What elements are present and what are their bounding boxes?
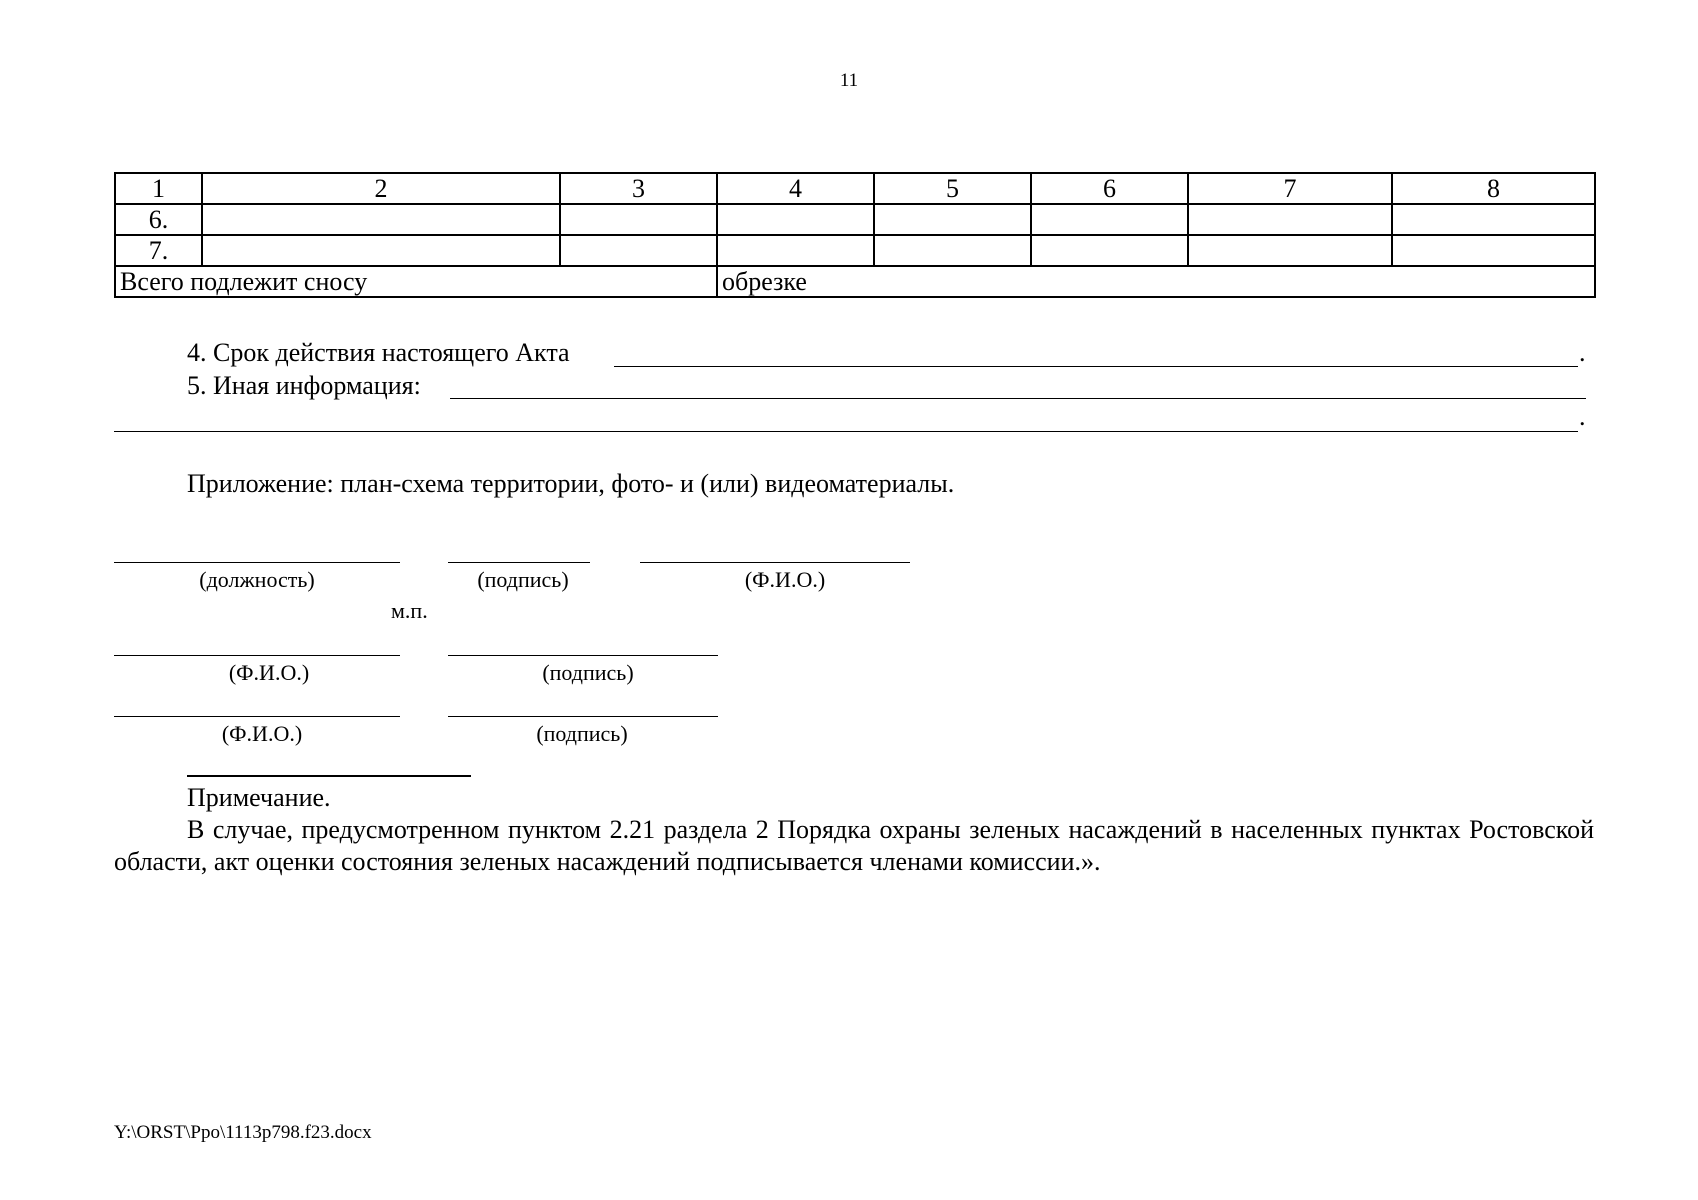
note-separator-line (187, 775, 471, 777)
member1-name-line (114, 655, 400, 656)
table-header-cell: 1 (115, 173, 202, 204)
table-cell (1031, 204, 1188, 235)
table-summary-row (115, 266, 1595, 297)
table-header-row (115, 173, 1595, 204)
page-number: 11 (839, 70, 859, 91)
note-text: В случае, предусмотренном пунктом 2.21 раздела 2 Порядка охраны зеленых насаждений в населенных пунктах Ростовской области, акт оценки состояния зеленых насаждений подписывается членами комиссии.». (114, 815, 1594, 876)
table-header-cell: 7 (1188, 173, 1392, 204)
table-row (115, 235, 1595, 266)
position-line (114, 562, 400, 563)
member1-signature-line (448, 655, 718, 656)
item4-blank-line (614, 366, 1578, 367)
position-caption: (должность) (199, 567, 315, 592)
table-cell-row-number: 7. (115, 235, 202, 266)
item4-period: . (1579, 338, 1586, 367)
name-line (640, 562, 910, 563)
member2-name-line (114, 716, 400, 717)
table-header-cell: 5 (874, 173, 1031, 204)
member1-signature-caption: (подпись) (542, 660, 634, 685)
member2-signature-caption: (подпись) (536, 721, 628, 746)
table-cell (874, 235, 1031, 266)
table-cell (202, 235, 560, 266)
table-header-cell: 8 (1392, 173, 1595, 204)
table-cell (1188, 204, 1392, 235)
table-cell (717, 235, 874, 266)
item5-blank-line-1 (450, 398, 1586, 399)
table-cell (1392, 204, 1595, 235)
table-cell (717, 204, 874, 235)
table-cell (560, 235, 717, 266)
item4-label: 4. Срок действия настоящего Акта (187, 338, 570, 367)
item5-label: 5. Иная информация: (187, 371, 421, 400)
item5-period: . (1579, 402, 1586, 431)
table-cell (874, 204, 1031, 235)
trees-table (114, 172, 1596, 298)
summary-pruning-cell: обрезке (717, 266, 1595, 297)
attachment-text: Приложение: план-схема территории, фото- и (или) видеоматериалы. (187, 469, 955, 498)
item5-blank-line-2 (114, 431, 1578, 432)
member2-name-caption: (Ф.И.О.) (221, 721, 303, 746)
file-path-footer: Y:\ORST\Ppo\1113p798.f23.docx (114, 1122, 372, 1143)
stamp-label: м.п. (391, 598, 428, 623)
table-header-cell: 2 (202, 173, 560, 204)
table-header-cell: 6 (1031, 173, 1188, 204)
member1-name-caption: (Ф.И.О.) (228, 660, 310, 685)
table-row (115, 204, 1595, 235)
signature-caption: (подпись) (477, 567, 569, 592)
signature-line (448, 562, 590, 563)
table-header-cell: 4 (717, 173, 874, 204)
table-header-cell: 3 (560, 173, 717, 204)
table-cell (560, 204, 717, 235)
member2-signature-line (448, 716, 718, 717)
note-title: Примечание. (187, 783, 331, 812)
table-cell (1392, 235, 1595, 266)
table-cell (1188, 235, 1392, 266)
summary-demolition-cell: Всего подлежит сносу (115, 266, 717, 297)
name-caption: (Ф.И.О.) (744, 567, 826, 592)
table-cell (202, 204, 560, 235)
table-cell (1031, 235, 1188, 266)
table-cell-row-number: 6. (115, 204, 202, 235)
